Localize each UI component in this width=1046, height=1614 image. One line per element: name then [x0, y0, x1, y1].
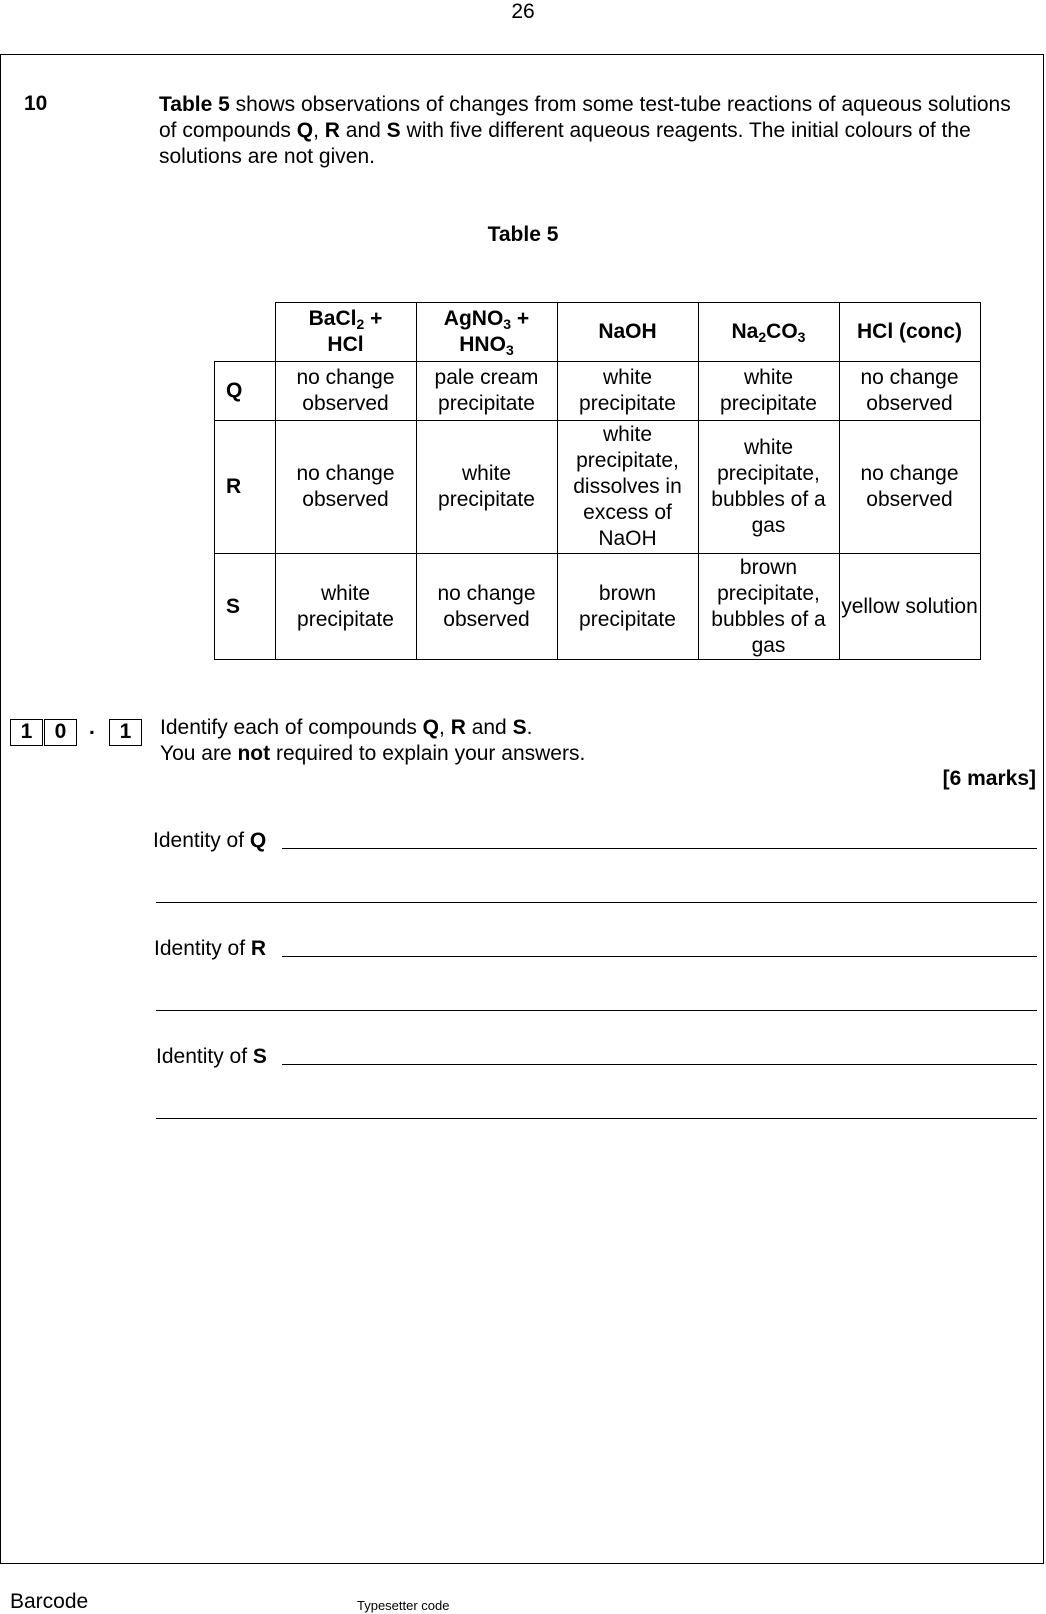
table-cell: no change observed — [416, 554, 557, 660]
identity-q-label: Identity of Q — [153, 829, 267, 852]
typesetter-code: Typesetter code — [357, 1598, 450, 1613]
answer-line-q-2[interactable] — [156, 902, 1037, 903]
part-number-box: 1 — [109, 719, 142, 746]
intro-compound-s: S — [386, 119, 401, 142]
question-intro — [159, 92, 1019, 170]
row-label-s: S — [215, 554, 276, 660]
table-cell: white precipitate — [698, 362, 839, 421]
intro-compound-q: Q — [296, 119, 314, 142]
intro-text-2: with five different aqueous reagents. The initial colours of the solutions are not given. — [159, 119, 971, 168]
table-cell: no change observed — [839, 362, 980, 421]
header-bacl2: BaCl$_2$ + HCl — [275, 303, 416, 362]
table-cell: white precipitate — [275, 554, 416, 660]
table-cell: no change observed — [839, 421, 980, 554]
part-line-2: You are not required to explain your answers. — [160, 742, 586, 765]
page-number: 26 — [511, 0, 535, 23]
table-cell: no change observed — [275, 362, 416, 421]
identity-s-label: Identity of S — [156, 1045, 267, 1068]
intro-and: and — [339, 119, 387, 142]
part-line-1: Identify each of compounds Q, R and S. — [160, 716, 533, 739]
identity-r-label: Identity of R — [154, 937, 267, 960]
table-cell: brown precipitate, bubbles of a gas — [698, 554, 839, 660]
row-label-q: Q — [215, 362, 276, 421]
marks-label: [6 marks] — [942, 767, 1036, 790]
table-title: Table 5 — [487, 223, 559, 246]
question-frame — [0, 54, 1044, 1564]
table-cell: white precipitate — [416, 421, 557, 554]
table-cell: no change observed — [275, 421, 416, 554]
part-number-box: 0 — [44, 719, 77, 746]
answer-line-s[interactable] — [282, 1064, 1037, 1065]
table-row-q — [215, 362, 981, 421]
answer-line-s-2[interactable] — [156, 1118, 1037, 1119]
header-naoh: NaOH — [557, 303, 698, 362]
table-cell: brown precipitate — [557, 554, 698, 660]
answer-line-r-2[interactable] — [156, 1010, 1037, 1011]
table-header-row — [215, 303, 981, 362]
answer-line-r[interactable] — [282, 956, 1037, 957]
row-label-r: R — [215, 421, 276, 554]
header-hcl-conc: HCl (conc) — [839, 303, 980, 362]
header-na2co3: $Na_2CO_3$ — [698, 303, 839, 362]
table-cell: yellow solution — [839, 554, 980, 660]
table-row-s — [215, 554, 981, 660]
part-instructions — [160, 715, 585, 767]
table-cell: white precipitate, bubbles of a gas — [698, 421, 839, 554]
observations-table — [214, 302, 981, 660]
barcode-label: Barcode — [10, 1590, 89, 1613]
table-row-r — [215, 421, 981, 554]
table-corner — [215, 303, 276, 362]
question-number: 10 — [24, 92, 48, 115]
intro-sep: , — [313, 119, 325, 142]
header-agno3: AgNO$_3$ + $HNO_3$ — [416, 303, 557, 362]
table-cell: white precipitate — [557, 362, 698, 421]
intro-table-ref: Table 5 — [159, 93, 230, 116]
intro-text-1: shows observations of changes from some test-tube reactions of aqueous solutions of compounds — [159, 93, 1011, 142]
intro-compound-r: R — [324, 119, 340, 142]
table-cell: pale cream precipitate — [416, 362, 557, 421]
table-cell: white precipitate, dissolves in excess of NaOH — [557, 421, 698, 554]
part-number-box: 1 — [10, 719, 43, 746]
part-number-dot: . — [89, 716, 95, 739]
answer-line-q[interactable] — [282, 848, 1037, 849]
